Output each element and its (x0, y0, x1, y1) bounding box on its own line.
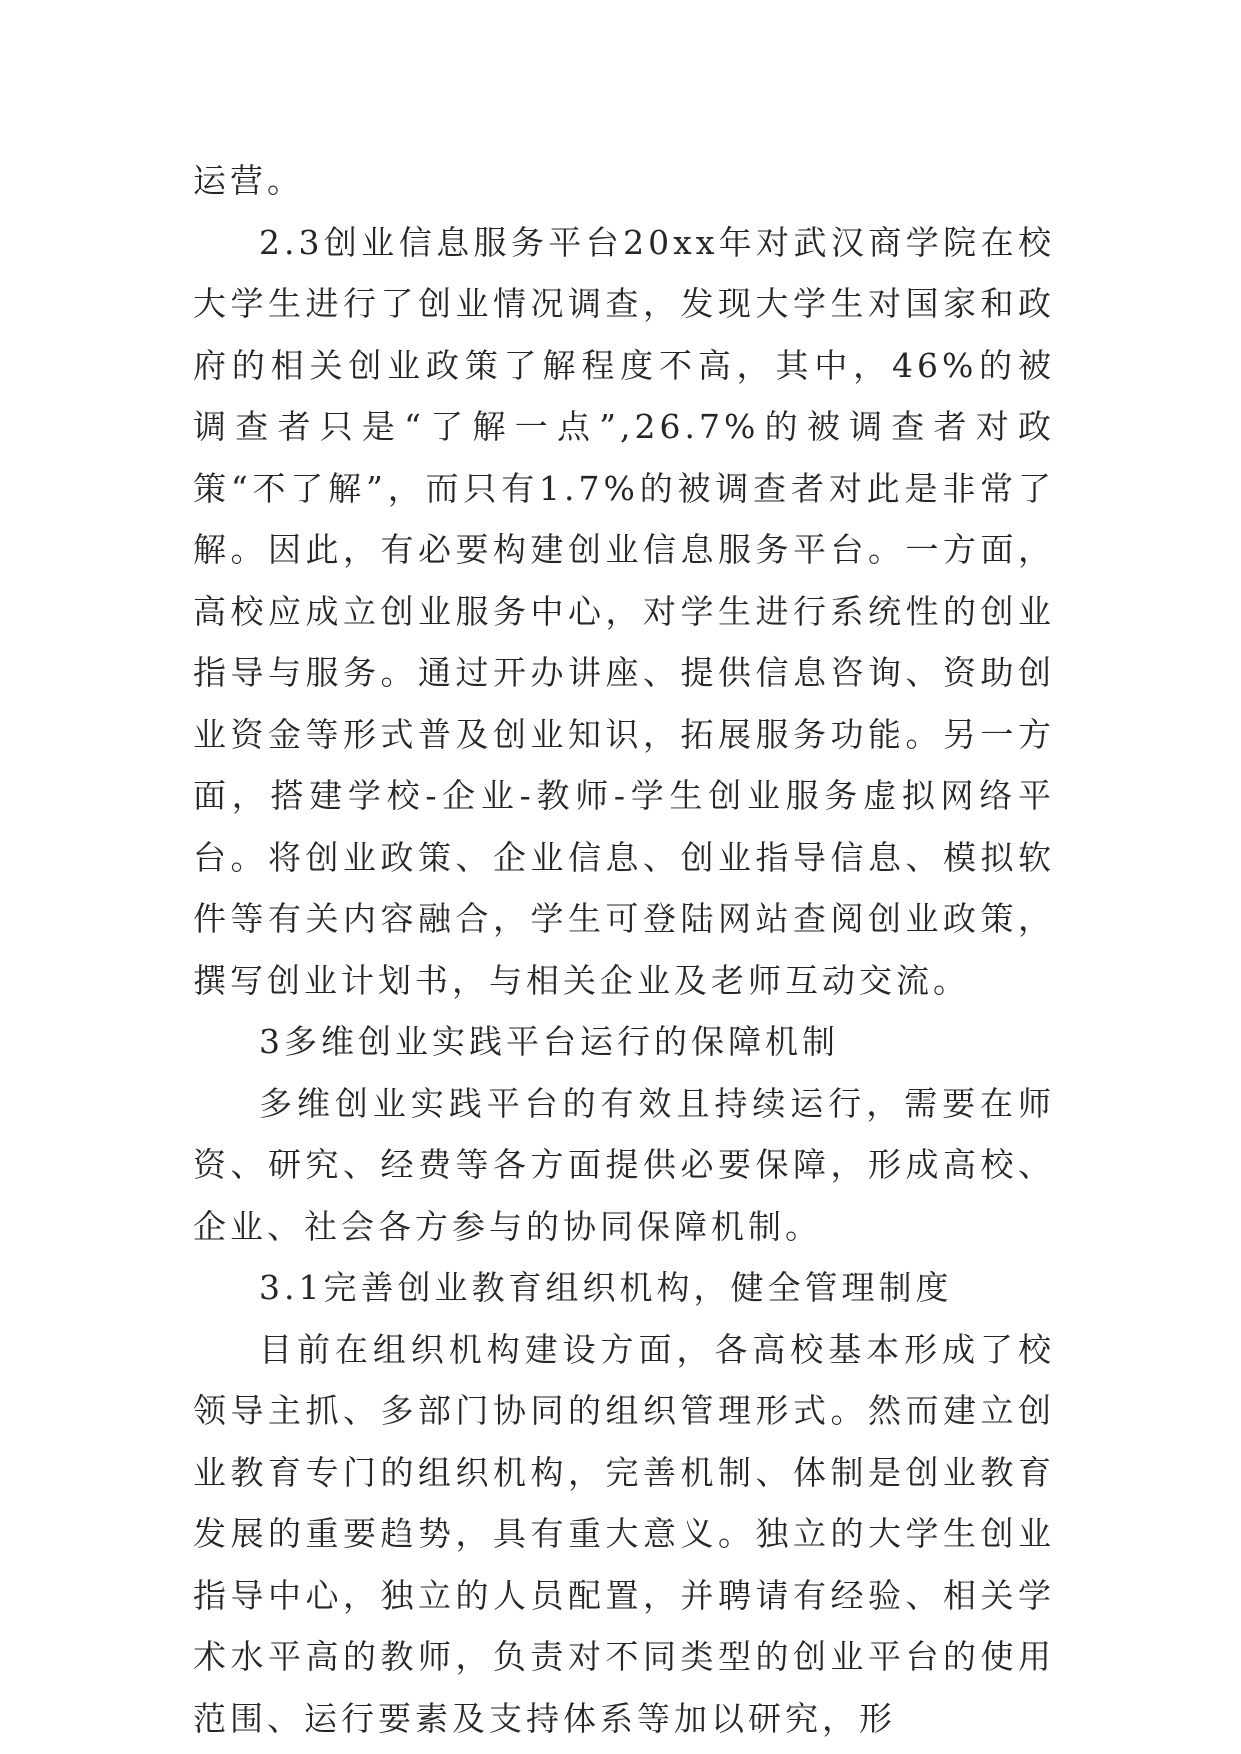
paragraph-section-2-3: 2.3创业信息服务平台20xx年对武汉商学院在校大学生进行了创业情况调查，发现大学生对国家和政府的相关创业政策了解程度不高，其中，46%的被调查者只是“了解一点”,26.7%的被调查者对政策“不了解”，而只有1.7%的被调查者对此是非常了解。因此，有必要构建创业信息服务平台。一方面，高校应成立创业服务中心，对学生进行系统性的创业指导与服务。通过开办讲座、提供信息咨询、资助创业资金等形式普及创业知识，拓展服务功能。另一方面，搭建学校-企业-教师-学生创业服务虚拟网络平台。将创业政策、企业信息、创业指导信息、模拟软件等有关内容融合，学生可登陆网站查阅创业政策，撰写创业计划书，与相关企业及老师互动交流。 (193, 222, 1055, 1000)
section-heading-3: 3多维创业实践平台运行的保障机制 (259, 1022, 839, 1061)
section-heading-3-1: 3.1完善创业教育组织机构，健全管理制度 (259, 1268, 953, 1307)
paragraph-continuation: 运营。 (193, 161, 304, 200)
document-body (193, 150, 1055, 1749)
paragraph-section-3-1: 目前在组织机构建设方面，各高校基本形成了校领导主抓、多部门协同的组织管理形式。然而建立创业教育专门的组织机构，完善机制、体制是创业教育发展的重要趋势，具有重大意义。独立的大学生创业指导中心，独立的人员配置，并聘请有经验、相关学术水平高的教师，负责对不同类型的创业平台的使用范围、运行要素及支持体系等加以研究，形 (193, 1329, 1055, 1738)
paragraph-section-3-intro: 多维创业实践平台的有效且持续运行，需要在师资、研究、经费等各方面提供必要保障，形成高校、企业、社会各方参与的协同保障机制。 (193, 1083, 1055, 1246)
